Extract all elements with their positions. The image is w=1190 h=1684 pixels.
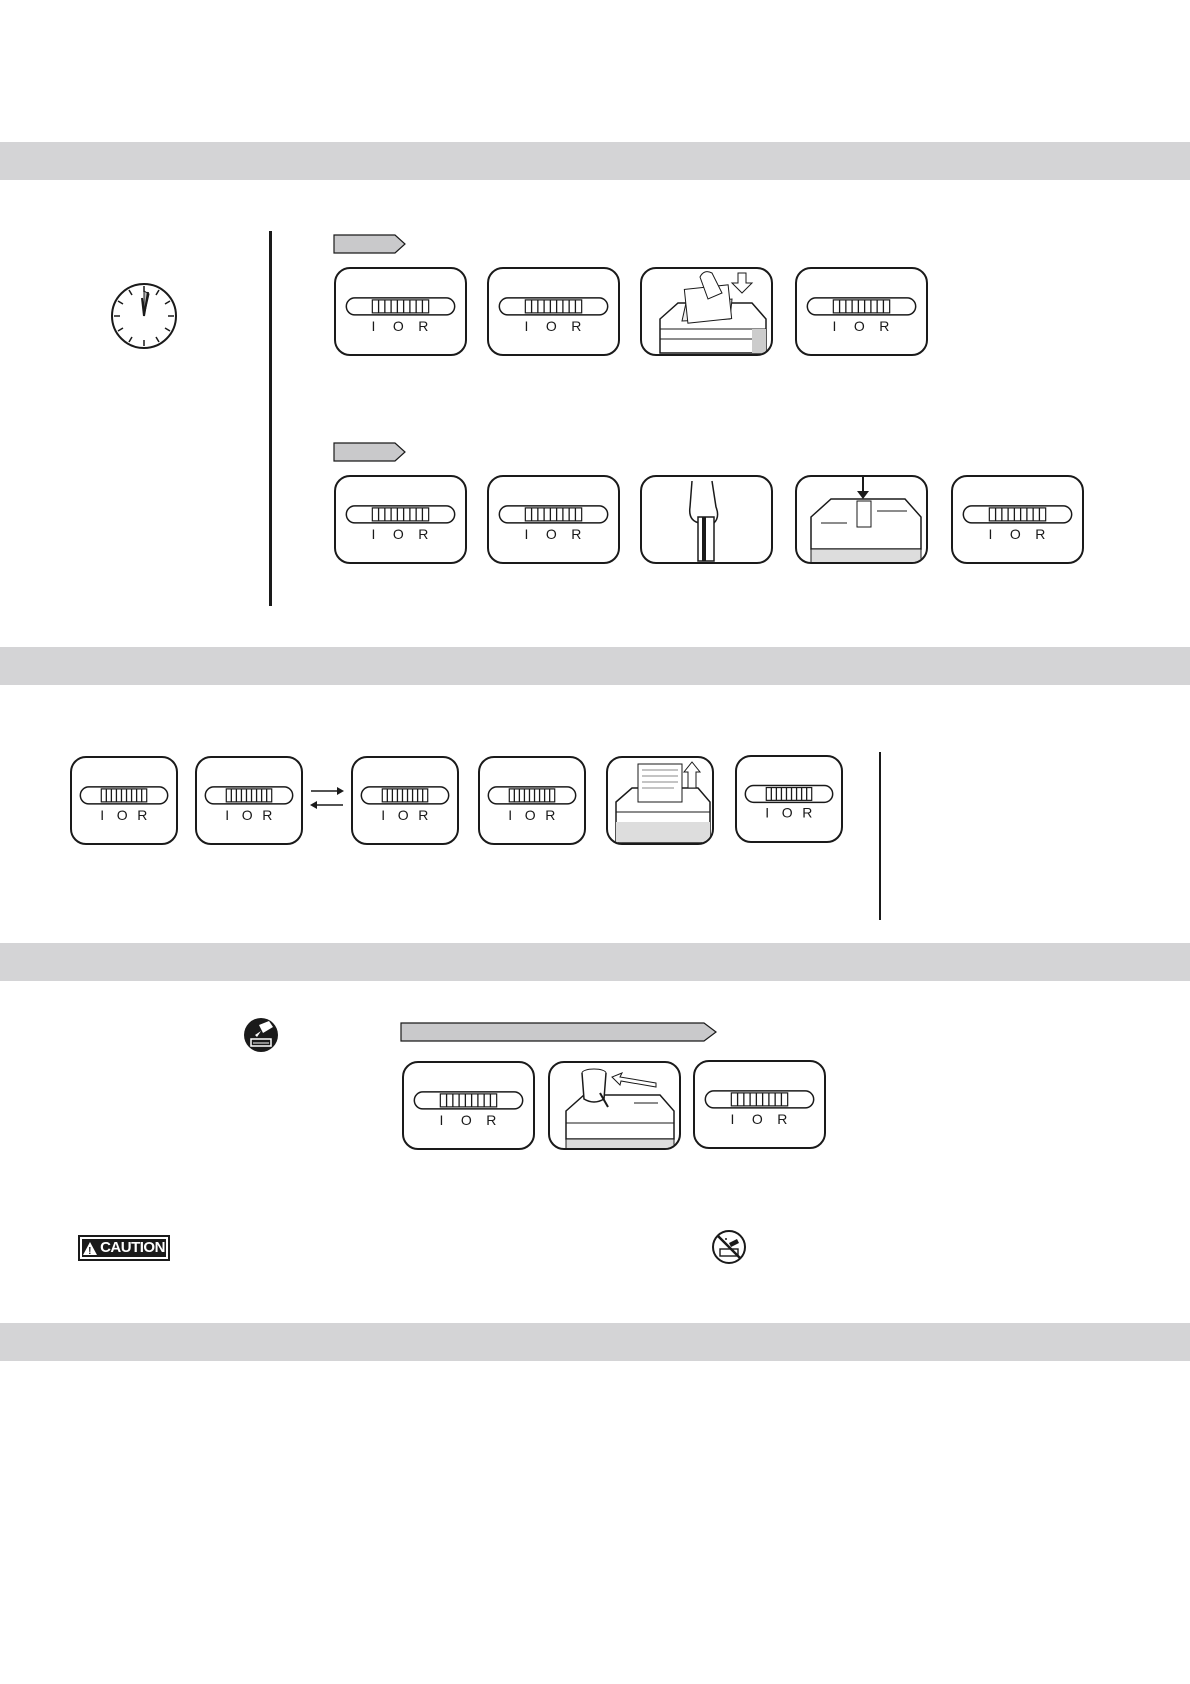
oil-lubricate-icon xyxy=(243,1017,279,1053)
no-aerosol-icon xyxy=(711,1229,747,1265)
slide-switch-graphic xyxy=(737,757,841,841)
switch-label-off: O xyxy=(392,525,404,542)
switch-label-off: O xyxy=(751,1110,763,1127)
switch-label-reverse: R xyxy=(262,806,273,823)
switch-label-on: I xyxy=(381,806,386,823)
switch-label-reverse: R xyxy=(545,806,556,823)
switch-label-off: O xyxy=(392,317,404,334)
section-band-2 xyxy=(0,647,1190,685)
switch-label-off: O xyxy=(853,317,865,334)
switch-label-reverse: R xyxy=(777,1110,788,1127)
divider-rule-2 xyxy=(879,752,881,920)
switch-panel-r1-2 xyxy=(487,267,620,356)
switch-label-reverse: R xyxy=(486,1111,497,1128)
switch-label-reverse: R xyxy=(571,525,582,542)
switch-label-reverse: R xyxy=(1035,525,1046,542)
caution-text: CAUTION xyxy=(100,1239,165,1256)
slide-switch-graphic xyxy=(197,758,301,843)
switch-label-on: I xyxy=(371,317,376,334)
switch-panel-r4-3 xyxy=(693,1060,826,1149)
switch-panel-r3-2 xyxy=(195,756,303,845)
illustration-oil-shredder xyxy=(548,1061,681,1150)
slide-switch-graphic xyxy=(72,758,176,843)
switch-label-reverse: R xyxy=(418,806,429,823)
switch-panel-r3-4 xyxy=(478,756,586,845)
switch-label-on: I xyxy=(225,806,230,823)
section-band-1 xyxy=(0,142,1190,180)
step-tag-1 xyxy=(333,234,407,254)
slide-switch-graphic xyxy=(489,477,618,562)
switch-label-off: O xyxy=(781,804,793,821)
switch-label-off: O xyxy=(241,806,253,823)
switch-label-off: O xyxy=(545,317,557,334)
slide-switch-graphic xyxy=(953,477,1082,562)
switch-label-on: I xyxy=(100,806,105,823)
switch-label-on: I xyxy=(765,804,770,821)
switch-panel-r4-1 xyxy=(402,1061,535,1150)
switch-label-reverse: R xyxy=(879,317,890,334)
switch-label-off: O xyxy=(460,1111,472,1128)
slide-switch-graphic xyxy=(480,758,584,843)
switch-label-reverse: R xyxy=(137,806,148,823)
illustration-insert-card xyxy=(795,475,928,564)
slide-switch-graphic xyxy=(797,269,926,354)
caution-label xyxy=(78,1235,170,1261)
switch-label-on: I xyxy=(508,806,513,823)
switch-label-off: O xyxy=(397,806,409,823)
switch-panel-r2-2 xyxy=(487,475,620,564)
switch-panel-r2-5 xyxy=(951,475,1084,564)
switch-panel-r1-4 xyxy=(795,267,928,356)
alternate-arrows xyxy=(309,784,345,812)
switch-panel-r3-3 xyxy=(351,756,459,845)
section-band-3 xyxy=(0,943,1190,981)
slide-switch-graphic xyxy=(695,1062,824,1147)
illustration-hold-card xyxy=(640,475,773,564)
slide-switch-graphic xyxy=(336,269,465,354)
switch-label-reverse: R xyxy=(418,525,429,542)
clock-icon xyxy=(110,282,178,350)
switch-label-on: I xyxy=(524,317,529,334)
illustration-feed-paper xyxy=(640,267,773,356)
switch-label-on: I xyxy=(371,525,376,542)
slide-switch-graphic xyxy=(404,1063,533,1148)
slide-switch-graphic xyxy=(489,269,618,354)
switch-label-on: I xyxy=(730,1110,735,1127)
switch-label-on: I xyxy=(832,317,837,334)
section-band-4 xyxy=(0,1323,1190,1361)
switch-panel-r1-1 xyxy=(334,267,467,356)
divider-rule-1 xyxy=(269,231,272,606)
switch-label-off: O xyxy=(116,806,128,823)
switch-panel-r3-6 xyxy=(735,755,843,843)
switch-label-reverse: R xyxy=(571,317,582,334)
illustration-remove-paper xyxy=(606,756,714,845)
switch-label-off: O xyxy=(1009,525,1021,542)
step-tag-2 xyxy=(333,442,407,462)
switch-label-on: I xyxy=(439,1111,444,1128)
switch-label-off: O xyxy=(524,806,536,823)
switch-label-reverse: R xyxy=(418,317,429,334)
switch-panel-r3-1 xyxy=(70,756,178,845)
slide-switch-graphic xyxy=(336,477,465,562)
switch-label-on: I xyxy=(988,525,993,542)
step-tag-3 xyxy=(400,1022,718,1042)
slide-switch-graphic xyxy=(353,758,457,843)
switch-panel-r2-1 xyxy=(334,475,467,564)
switch-label-off: O xyxy=(545,525,557,542)
switch-label-reverse: R xyxy=(802,804,813,821)
switch-label-on: I xyxy=(524,525,529,542)
caution-warning-icon xyxy=(83,1242,97,1255)
